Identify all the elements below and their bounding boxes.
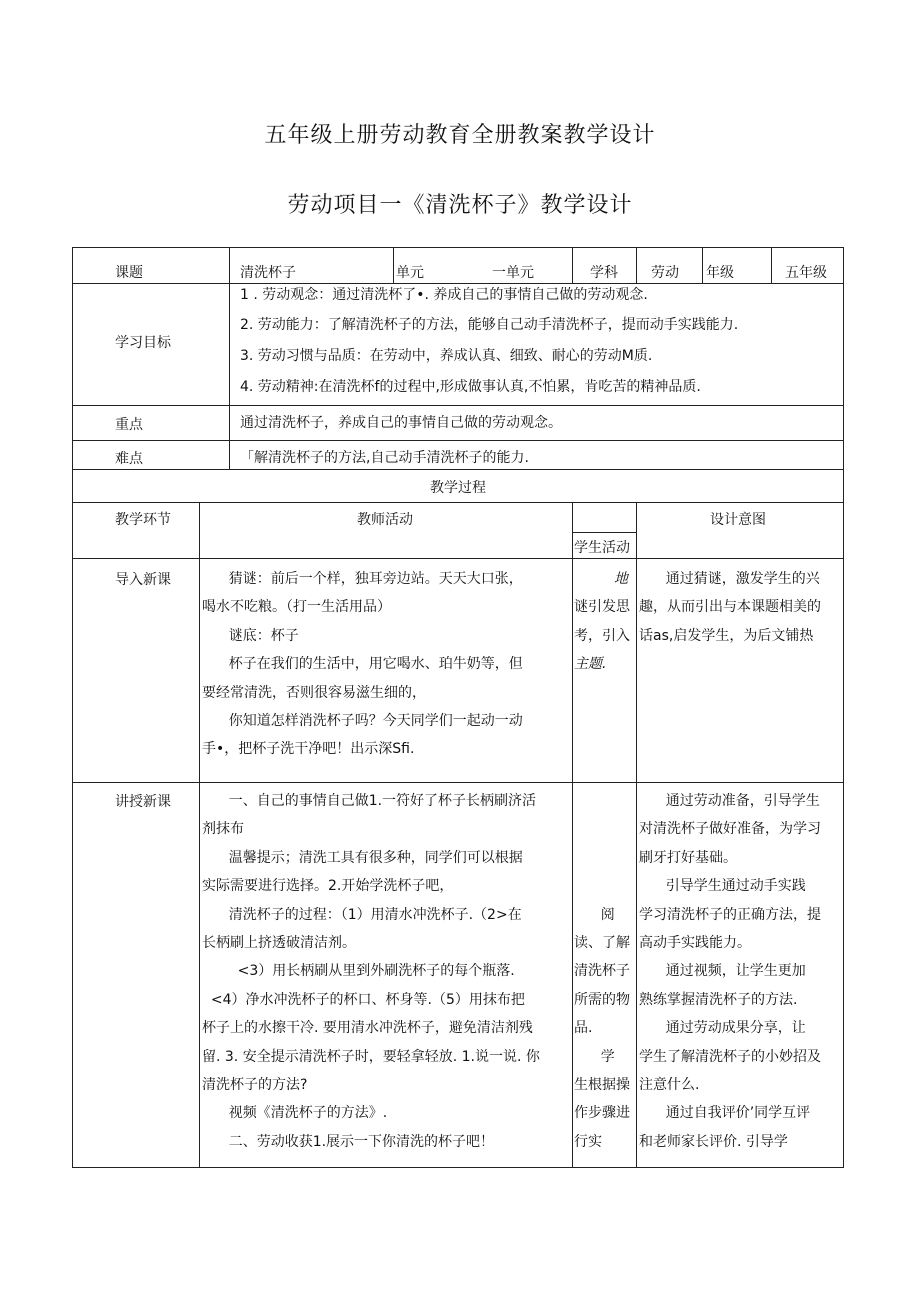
lecture-design-intent: 通过劳动准备，引导学生 对清洗杯子做好准备，为学习 刷牙打好基础。 引导学生通过动手实践 学习清洗杯子的正确方法，提 高动手实践能力。 通过视频，让学生更加 熟练掌握清洗杯子的方法. 通过劳动成果分享，让 学生了解清洗杯子的小妙招及 注意什么. 通过自我评价’同学互评 和老师家长评价. 引导学 [639, 793, 821, 1150]
subject-value: 劳动 [651, 265, 679, 281]
document-title: 五年级上册劳动教育全册教案教学设计 [264, 123, 656, 148]
objective-item: 1 . 劳动观念：通过清洗杯了•. 养成自己的事情自己做的劳动观念. [240, 287, 648, 303]
objective-item: 2. 劳动能力：了解清洗杯子的方法，能够自己动手清洗杯子，提而动手实践能力. [240, 317, 739, 333]
objectives-label: 学习目标 [115, 335, 171, 351]
lecture-student-activity: 阅 读、了解 清洗杯子 所需的物 品. 学 生根据操 作步骤进 行实 [574, 906, 630, 1150]
objective-item: 4. 劳动精神:在清洗杯f的过程中,形成做事认真,不怕累，肯吃苦的精神品质. [240, 379, 701, 395]
difficulty-label: 难点 [115, 451, 143, 467]
key-point-label: 重点 [115, 417, 143, 433]
objective-item: 3. 劳动习惯与品质：在劳动中，养成认真、细致、耐心的劳动M质. [240, 348, 653, 364]
unit-label: 单元 [396, 265, 424, 281]
lecture-stage: 讲授新课 [115, 794, 171, 810]
intro-stage: 导入新课 [115, 572, 171, 588]
lesson-title: 劳动项目一《清洗杯子》教学设计 [287, 193, 633, 218]
subject-label: 学科 [590, 265, 618, 281]
grade-value: 五年级 [785, 265, 827, 281]
col-student-header: 学生活动 [574, 540, 630, 556]
lecture-teacher-activity: 一、自己的事情自己做1.一符好了杯子长柄刷济活 剂抹布 温馨提示；清洗工具有很多种，同学们可以根据 实际需要进行选择。2.开始学洗杯子吧， 清洗杯子的过程：（1）用清水冲洗杯子.（2>在 长柄刷上挤透破清洁剂。 <3）用长柄刷从里到外刷洗杯子的每个瓶落. <4）净水冲洗杯子的杯口、杯身等.（5）用抹布把 杯子上的水擦干冷. 要用清水冲洗杯子，避免清洁剂残 留. 3. 安全提示清洗杯子时，要轻拿轻放. 1.说一说. 你 清洗杯子的方法? 视频《清洗杯子的方法》. 二、劳动收获1.展示一下你清洗的杯子吧！ [202, 793, 540, 1150]
col-teacher-header: 教师活动 [357, 512, 413, 528]
intro-design-intent: 通过猜谜，激发学生的兴 趣，从而引出与本课题相美的 话as,启发学生，为后文铺热 [639, 571, 821, 644]
grade-label: 年级 [706, 265, 734, 281]
intro-teacher-activity: 猜谜：前后一个样，独耳旁边站。天天大口张， 喝水不吃粮。（打一生活用品） 谜底：杯子 杯子在我们的生活中，用它喝水、珀牛奶等，但 要经常清洗，否则很容易滋生细的， 你知道怎样消洗杯子吗？今天同学们一起动一动 手•，把杯子洗干净吧！出示深Sfi. [202, 571, 523, 758]
key-point-value: 通过清洗杯子，养成自己的事情自己做的劳动观念。 [240, 415, 562, 431]
process-section-title: 教学过程 [430, 480, 486, 496]
col-intent-header: 设计意图 [710, 512, 766, 528]
topic-label: 课题 [115, 265, 143, 281]
topic-value: 清洗杯子 [240, 265, 296, 281]
unit-value: 一单元 [492, 265, 534, 281]
col-stage-header: 教学环节 [115, 512, 171, 528]
intro-student-activity: 地 谜引发思 考，引入 主题. [574, 571, 630, 673]
difficulty-value: 「解清洗杯子的方法,自己动手清洗杯子的能力. [240, 450, 529, 466]
